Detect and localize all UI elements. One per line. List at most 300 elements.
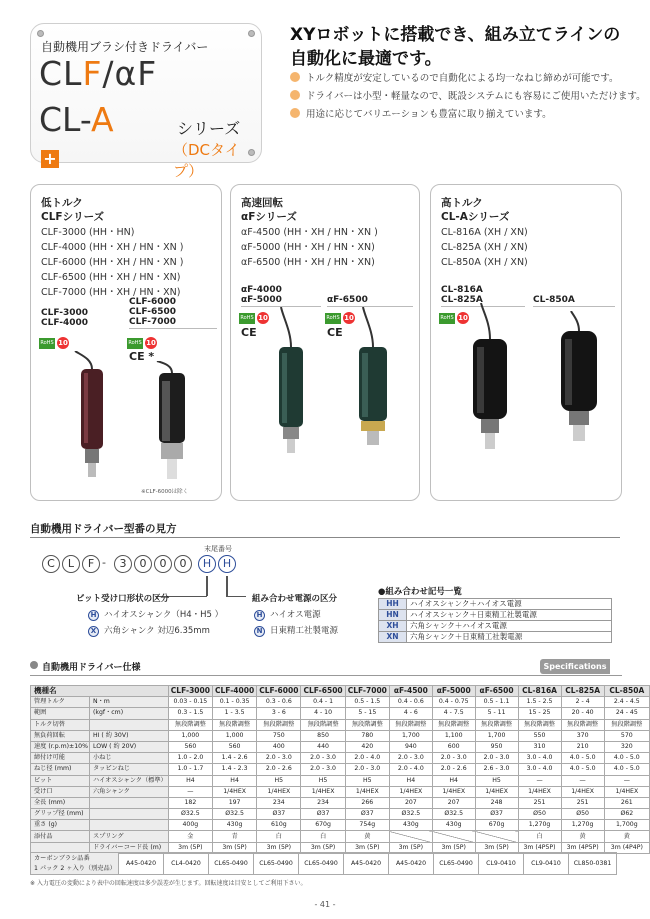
code-char: F xyxy=(82,555,100,573)
option-code-icon: H xyxy=(254,610,265,621)
table-cell: 0.4 - 1 xyxy=(301,697,345,708)
table-cell: A45-0420 xyxy=(344,853,389,875)
spec-table xyxy=(30,685,650,854)
model-tag-line: αF-6500 xyxy=(327,295,368,305)
row-label xyxy=(89,820,168,831)
table-cell: 無段階調整 xyxy=(475,719,518,730)
table-cell: 370 xyxy=(561,730,604,741)
code-char: - xyxy=(102,556,106,569)
table-cell: 無段階調整 xyxy=(604,719,649,730)
model-item: αF-5000 (HH・XH / HN・XN) xyxy=(241,242,375,253)
table-cell: 無段階調整 xyxy=(432,719,475,730)
row-label: 無負荷回転 xyxy=(31,730,90,741)
table-cell: 無段階調整 xyxy=(345,719,389,730)
table-cell: 400g xyxy=(168,820,212,831)
divider xyxy=(30,537,620,538)
table-cell: A45-0420 xyxy=(119,853,164,875)
table-cell: 2.0 - 3.0 xyxy=(301,764,345,775)
table-cell: CL65-0490 xyxy=(299,853,344,875)
table-cell: 430g xyxy=(389,820,432,831)
ten-year-icon: 10 xyxy=(146,339,156,347)
table-cell: 4 - 7.5 xyxy=(432,708,475,719)
table-cell: 白 xyxy=(257,831,301,842)
table-cell: 3m (5P) xyxy=(475,842,518,853)
screw-icon xyxy=(248,30,255,37)
card-title xyxy=(241,196,297,224)
table-cell: 600 xyxy=(432,741,475,752)
row-label: 管理トルク xyxy=(31,697,90,708)
table-cell: 2.0 - 4.0 xyxy=(389,764,432,775)
table-cell: CL9-0410 xyxy=(479,853,524,875)
table-cell: 2.0 - 3.0 xyxy=(475,753,518,764)
table-cell: CL4-0420 xyxy=(164,853,209,875)
table-cell: 0.4 - 0.75 xyxy=(432,697,475,708)
model-item: CL-850A (XH / XN) xyxy=(441,257,528,268)
spec-en-title: Specifications xyxy=(540,659,610,674)
table-cell: 210 xyxy=(561,741,604,752)
table-cell: 3.0 - 4.0 xyxy=(518,764,561,775)
table-cell: 207 xyxy=(432,797,475,808)
table-row xyxy=(31,797,650,808)
series-name-line2 xyxy=(39,100,114,139)
model-item: αF-4500 (HH・XH / HN・XN ) xyxy=(241,227,378,238)
row-label xyxy=(89,797,168,808)
table-cell: 3m (5P) xyxy=(257,842,301,853)
table-cell: 2.0 - 3.0 xyxy=(432,753,475,764)
table-cell: 2.0 - 2.6 xyxy=(432,764,475,775)
table-cell: 無段階調整 xyxy=(389,719,432,730)
driver-image-af4000 xyxy=(271,307,311,457)
table-cell xyxy=(389,831,432,842)
option-text: ハイオスシャンク（H4・H5 ） xyxy=(104,610,224,620)
table-cell xyxy=(432,831,475,842)
model-tag xyxy=(41,308,88,328)
table-row xyxy=(379,632,612,643)
suffix-label: 末尾番号 xyxy=(204,545,232,553)
table-row xyxy=(31,741,650,752)
table-header-cell: αF-4500 xyxy=(389,686,432,697)
ce-mark-icon: CE xyxy=(241,326,257,339)
row-label: (kgf・cm) xyxy=(89,708,168,719)
table-cell: 2.0 - 3.0 xyxy=(389,753,432,764)
table-cell: 1,000 xyxy=(168,730,212,741)
table-row xyxy=(379,621,612,632)
series-name-part: CL xyxy=(39,54,83,93)
spec-footnote: ※ 入力電圧の変動により表中の回転速度は多少誤差が生じます。回転速度は目安としてご利用下さい。 xyxy=(30,880,307,887)
model-tag-line: CLF-4000 xyxy=(41,318,88,328)
table-cell: Ø62 xyxy=(604,809,649,820)
connector-line xyxy=(226,576,228,596)
table-cell: 754g xyxy=(345,820,389,831)
series-name-line1 xyxy=(39,54,157,93)
table-row xyxy=(31,809,650,820)
table-cell: 670g xyxy=(475,820,518,831)
table-cell: Ø32.5 xyxy=(389,809,432,820)
divider xyxy=(533,306,615,307)
ten-year-icon: 10 xyxy=(58,339,68,347)
ten-year-icon: 10 xyxy=(458,314,468,322)
table-cell: 560 xyxy=(168,741,212,752)
table-cell: 3m (5P) xyxy=(432,842,475,853)
table-cell: 3m (5P) xyxy=(345,842,389,853)
combo-desc: 六角シャンク＋日東精工社製電源 xyxy=(407,632,612,643)
table-cell: 24 - 45 xyxy=(604,708,649,719)
table-row xyxy=(31,764,650,775)
model-item: CLF-6000 (HH・XH / HN・XN ) xyxy=(41,257,184,268)
code-char: 3 xyxy=(114,555,132,573)
model-tag xyxy=(241,285,282,305)
model-tag-line: αF-4000 xyxy=(241,285,282,295)
card-title-line: αFシリーズ xyxy=(241,211,297,223)
table-cell: 3m (5P) xyxy=(168,842,212,853)
table-cell: 1 - 3.5 xyxy=(212,708,256,719)
table-cell: 1,100 xyxy=(432,730,475,741)
table-cell: 2.0 - 3.0 xyxy=(257,753,301,764)
table-cell: 310 xyxy=(518,741,561,752)
table-cell: 黄 xyxy=(561,831,604,842)
model-tag xyxy=(533,295,575,305)
table-cell: 420 xyxy=(345,741,389,752)
ce-mark-icon: CE xyxy=(327,326,343,339)
table-cell: 182 xyxy=(168,797,212,808)
table-cell: 白 xyxy=(518,831,561,842)
table-header-cell: CLF-6000 xyxy=(257,686,301,697)
series-name-part: /αF xyxy=(102,54,158,93)
combo-desc: ハイオスシャンク＋ハイオス電源 xyxy=(407,599,612,610)
series-name-part: F xyxy=(82,54,103,93)
table-cell: 20 - 40 xyxy=(561,708,604,719)
power-option xyxy=(254,626,338,637)
table-cell: 無段階調整 xyxy=(168,719,212,730)
combo-code: XN xyxy=(379,632,407,643)
row-label: 範囲 xyxy=(31,708,90,719)
combo-desc: ハイオスシャンク＋日東精工社製電源 xyxy=(407,610,612,621)
card-title xyxy=(441,196,509,224)
table-row xyxy=(31,708,650,719)
rohs-badge: RoHS xyxy=(39,338,55,349)
table-cell: 5 - 15 xyxy=(345,708,389,719)
code-char: L xyxy=(62,555,80,573)
dc-type-label: （DCタイプ） xyxy=(173,141,240,180)
feature-item xyxy=(290,88,646,106)
table-cell: 1/4HEX xyxy=(604,786,649,797)
row-label: グリップ径 (mm) xyxy=(31,809,90,820)
bullet-dot-icon xyxy=(290,90,300,100)
table-row xyxy=(31,697,650,708)
table-cell: 3m (4P5P) xyxy=(518,842,561,853)
table-cell: 780 xyxy=(345,730,389,741)
table-cell: 1,270g xyxy=(518,820,561,831)
table-cell: 1,000 xyxy=(212,730,256,741)
code-char: 0 xyxy=(134,555,152,573)
table-header-cell: CL-825A xyxy=(561,686,604,697)
table-cell: 白 xyxy=(301,831,345,842)
brush-label: カーボンブラシ品番 1 パック 2 ヶ入り（別売品） xyxy=(31,853,119,875)
power-option xyxy=(254,610,321,621)
table-cell: — xyxy=(518,775,561,786)
section-bullet-icon xyxy=(30,661,38,669)
table-cell: 1/4HEX xyxy=(561,786,604,797)
combo-code: XH xyxy=(379,621,407,632)
table-cell: 261 xyxy=(604,797,649,808)
table-cell: 1.4 - 2.6 xyxy=(212,753,256,764)
row-label: HI ( 約 30V) xyxy=(89,730,168,741)
table-cell: 0.5 - 1.5 xyxy=(345,697,389,708)
model-tag-line: CL-825A xyxy=(441,295,483,305)
table-cell: 0.03 - 0.15 xyxy=(168,697,212,708)
series-subtitle: 自動機用ブラシ付きドライバー xyxy=(41,40,209,54)
divider xyxy=(129,328,217,329)
model-list xyxy=(41,225,184,300)
bit-option xyxy=(88,626,210,637)
table-cell: CL65-0490 xyxy=(254,853,299,875)
table-cell: 550 xyxy=(518,730,561,741)
table-cell: 1.5 - 2.5 xyxy=(518,697,561,708)
row-label: 受け口 xyxy=(31,786,90,797)
table-cell: 2.6 - 3.0 xyxy=(475,764,518,775)
table-header-row xyxy=(31,686,650,697)
feature-text: 用途に応じてバリエーションも豊富に取り揃えています。 xyxy=(306,109,552,120)
model-item: CLF-4000 (HH・XH / HN・XN ) xyxy=(41,242,184,253)
table-cell: 1,700 xyxy=(475,730,518,741)
table-row xyxy=(31,730,650,741)
bullet-dot-icon xyxy=(290,72,300,82)
model-item: CL-816A (XH / XN) xyxy=(441,227,528,238)
table-cell: 248 xyxy=(475,797,518,808)
row-label: 締付け可能 xyxy=(31,753,90,764)
model-tag-line: CLF-7000 xyxy=(129,317,176,327)
model-list xyxy=(441,225,528,270)
feature-text: ドライバーは小型・軽量なので、既設システムにも容易にご使用いただけます。 xyxy=(306,91,646,102)
row-label: 添付品 xyxy=(31,831,90,842)
feature-text: トルク精度が安定しているので自動化による均一なねじ締めが可能です。 xyxy=(306,73,619,84)
code-char: C xyxy=(42,555,60,573)
code-char: 0 xyxy=(174,555,192,573)
rohs-badge: RoHS xyxy=(239,313,255,324)
table-cell: H5 xyxy=(257,775,301,786)
headline: XYロボットに搭載でき、組み立てラインの自動化に最適です。 xyxy=(290,25,621,69)
code-char-bit: H xyxy=(198,555,216,573)
table-cell: 251 xyxy=(518,797,561,808)
model-tag xyxy=(327,295,368,305)
table-cell: 1/4HEX xyxy=(257,786,301,797)
table-header-cell: CLF-3000 xyxy=(168,686,212,697)
feature-list xyxy=(290,70,646,124)
table-row xyxy=(31,719,650,730)
table-cell: 234 xyxy=(301,797,345,808)
option-code-icon: X xyxy=(88,626,99,637)
table-header-cell: CLF-4000 xyxy=(212,686,256,697)
table-cell: H5 xyxy=(345,775,389,786)
model-tag-line: CL-850A xyxy=(533,295,575,305)
table-cell: 670g xyxy=(301,820,345,831)
table-cell: Ø32.5 xyxy=(168,809,212,820)
table-cell: 3.0 - 4.0 xyxy=(518,753,561,764)
table-cell: 1.4 - 2.3 xyxy=(212,764,256,775)
table-cell: Ø37 xyxy=(257,809,301,820)
card-title-line: 高速回転 xyxy=(241,197,283,209)
table-cell: 黄 xyxy=(604,831,649,842)
table-cell: 850 xyxy=(301,730,345,741)
table-cell: Ø37 xyxy=(475,809,518,820)
row-label: N・m xyxy=(89,697,168,708)
table-cell: 5 - 11 xyxy=(475,708,518,719)
table-cell: 1/4HEX xyxy=(212,786,256,797)
table-cell: Ø37 xyxy=(301,809,345,820)
table-cell: 3 - 6 xyxy=(257,708,301,719)
table-cell: 400 xyxy=(257,741,301,752)
table-header-cell: αF-5000 xyxy=(432,686,475,697)
series-name-part: CL- xyxy=(39,100,92,139)
page-number: - 41 - xyxy=(314,900,336,909)
table-cell: 2.4 - 4.5 xyxy=(604,697,649,708)
table-cell: 0.1 - 0.35 xyxy=(212,697,256,708)
option-text: 六角シャンク 対辺6.35mm xyxy=(104,626,210,636)
model-item: CL-825A (XH / XN) xyxy=(441,242,528,253)
table-cell: 430g xyxy=(212,820,256,831)
combo-title: ●組み合わせ記号一覧 xyxy=(378,587,462,597)
table-cell: CL9-0410 xyxy=(524,853,569,875)
table-cell: H4 xyxy=(168,775,212,786)
power-type-label: 組み合わせ電源の区分 xyxy=(252,594,338,604)
model-tag-line: CL-816A xyxy=(441,285,483,295)
table-cell: 560 xyxy=(212,741,256,752)
model-list xyxy=(241,225,378,270)
bit-type-label: ビット受け口形状の区分 xyxy=(76,594,170,604)
screw-icon xyxy=(37,30,44,37)
option-code-icon: N xyxy=(254,626,265,637)
model-tag xyxy=(441,285,483,305)
table-header-cell: CL-816A xyxy=(518,686,561,697)
row-label: 六角シャンク xyxy=(89,786,168,797)
table-cell: 234 xyxy=(257,797,301,808)
table-cell: 430g xyxy=(432,820,475,831)
table-cell: 青 xyxy=(212,831,256,842)
table-cell: 1/4HEX xyxy=(518,786,561,797)
table-cell: CL850-0381 xyxy=(569,853,617,875)
connector-line xyxy=(206,576,208,596)
table-cell: 1,700 xyxy=(389,730,432,741)
row-label xyxy=(89,809,168,820)
model-item: αF-6500 (HH・XH / HN・XN) xyxy=(241,257,375,268)
row-label xyxy=(89,719,168,730)
table-cell: 無段階調整 xyxy=(518,719,561,730)
table-cell: Ø32.5 xyxy=(212,809,256,820)
row-label: ドライバーコード長 (m) xyxy=(89,842,168,853)
model-tag-line: CLF-3000 xyxy=(41,308,88,318)
table-row xyxy=(31,831,650,842)
ten-year-icon: 10 xyxy=(258,314,268,322)
option-code-icon: H xyxy=(88,610,99,621)
table-cell: 4.0 - 5.0 xyxy=(604,753,649,764)
feature-item xyxy=(290,106,635,124)
table-row xyxy=(31,853,617,875)
table-cell: 4 - 10 xyxy=(301,708,345,719)
table-row xyxy=(379,599,612,610)
driver-image-af6500 xyxy=(351,307,395,447)
table-row xyxy=(31,753,650,764)
table-cell: CL65-0490 xyxy=(434,853,479,875)
connector-line xyxy=(226,596,246,597)
table-cell: 3m (5P) xyxy=(301,842,345,853)
combo-code: HH xyxy=(379,599,407,610)
code-char: 0 xyxy=(154,555,172,573)
model-tag-line: αF-5000 xyxy=(241,295,282,305)
option-text: 日東精工社製電源 xyxy=(270,626,339,636)
table-cell: 1/4HEX xyxy=(389,786,432,797)
row-label: ビット xyxy=(31,775,90,786)
table-cell: Ø37 xyxy=(345,809,389,820)
table-cell: 3m (5P) xyxy=(389,842,432,853)
table-cell: 2.0 - 3.0 xyxy=(345,764,389,775)
series-label: シリーズ xyxy=(177,119,241,138)
combo-code: HN xyxy=(379,610,407,621)
model-item: CLF-7000 (HH・XH / HN・XN) xyxy=(41,287,181,298)
product-card-clf xyxy=(30,184,222,501)
table-cell: 0.5 - 1.1 xyxy=(475,697,518,708)
row-label: 速度 (r.p.m)±10% xyxy=(31,741,90,752)
table-cell: Ø50 xyxy=(518,809,561,820)
table-cell: 金 xyxy=(168,831,212,842)
table-cell: 0.3 - 1.5 xyxy=(168,708,212,719)
card-title-line: CL-Aシリーズ xyxy=(441,211,510,223)
table-header-cell: αF-6500 xyxy=(475,686,518,697)
table-cell: 黄 xyxy=(345,831,389,842)
divider xyxy=(30,675,622,676)
table-cell: 207 xyxy=(389,797,432,808)
model-tag-line: CLF-6500 xyxy=(129,307,176,317)
driver-image-clf6000 xyxy=(149,361,195,491)
spec-title: 自動機用ドライバー仕様 xyxy=(42,663,141,673)
table-cell: 197 xyxy=(212,797,256,808)
brush-table xyxy=(30,852,617,875)
rohs-badge: RoHS xyxy=(127,338,143,349)
table-cell: 610g xyxy=(257,820,301,831)
table-header-cell: CL-850A xyxy=(604,686,649,697)
table-cell: 0.4 - 0.6 xyxy=(389,697,432,708)
row-label: トルク切替 xyxy=(31,719,90,730)
table-cell: 4 - 6 xyxy=(389,708,432,719)
rohs-badge: RoHS xyxy=(439,313,455,324)
model-item: CLF-3000 (HH・HN) xyxy=(41,227,135,238)
table-row xyxy=(31,775,650,786)
table-cell: Ø32.5 xyxy=(432,809,475,820)
row-label: LOW ( 約 20V) xyxy=(89,741,168,752)
table-cell: — xyxy=(561,775,604,786)
table-cell: 1.0 - 2.0 xyxy=(168,753,212,764)
ce-mark-icon: CE * xyxy=(129,350,155,363)
row-label: 小ねじ xyxy=(89,753,168,764)
table-header-cell: 機種名 xyxy=(31,686,169,697)
table-cell: 4.0 - 5.0 xyxy=(604,764,649,775)
table-cell: 3m (4P4P) xyxy=(604,842,649,853)
row-label: 重さ (g) xyxy=(31,820,90,831)
table-cell: 2.0 - 2.6 xyxy=(257,764,301,775)
driver-image-cl816a xyxy=(467,303,513,453)
bit-option xyxy=(88,610,223,621)
product-card-cla xyxy=(430,184,622,501)
table-cell: 無段階調整 xyxy=(561,719,604,730)
table-cell: 251 xyxy=(561,797,604,808)
table-row xyxy=(31,820,650,831)
table-cell: 320 xyxy=(604,741,649,752)
table-cell: 3m (4P5P) xyxy=(561,842,604,853)
option-text: ハイオス電源 xyxy=(270,610,321,620)
rohs-badge: RoHS xyxy=(325,313,341,324)
table-cell: H5 xyxy=(475,775,518,786)
table-cell: 3m (5P) xyxy=(212,842,256,853)
combo-desc: 六角シャンク＋ハイオス電源 xyxy=(407,621,612,632)
